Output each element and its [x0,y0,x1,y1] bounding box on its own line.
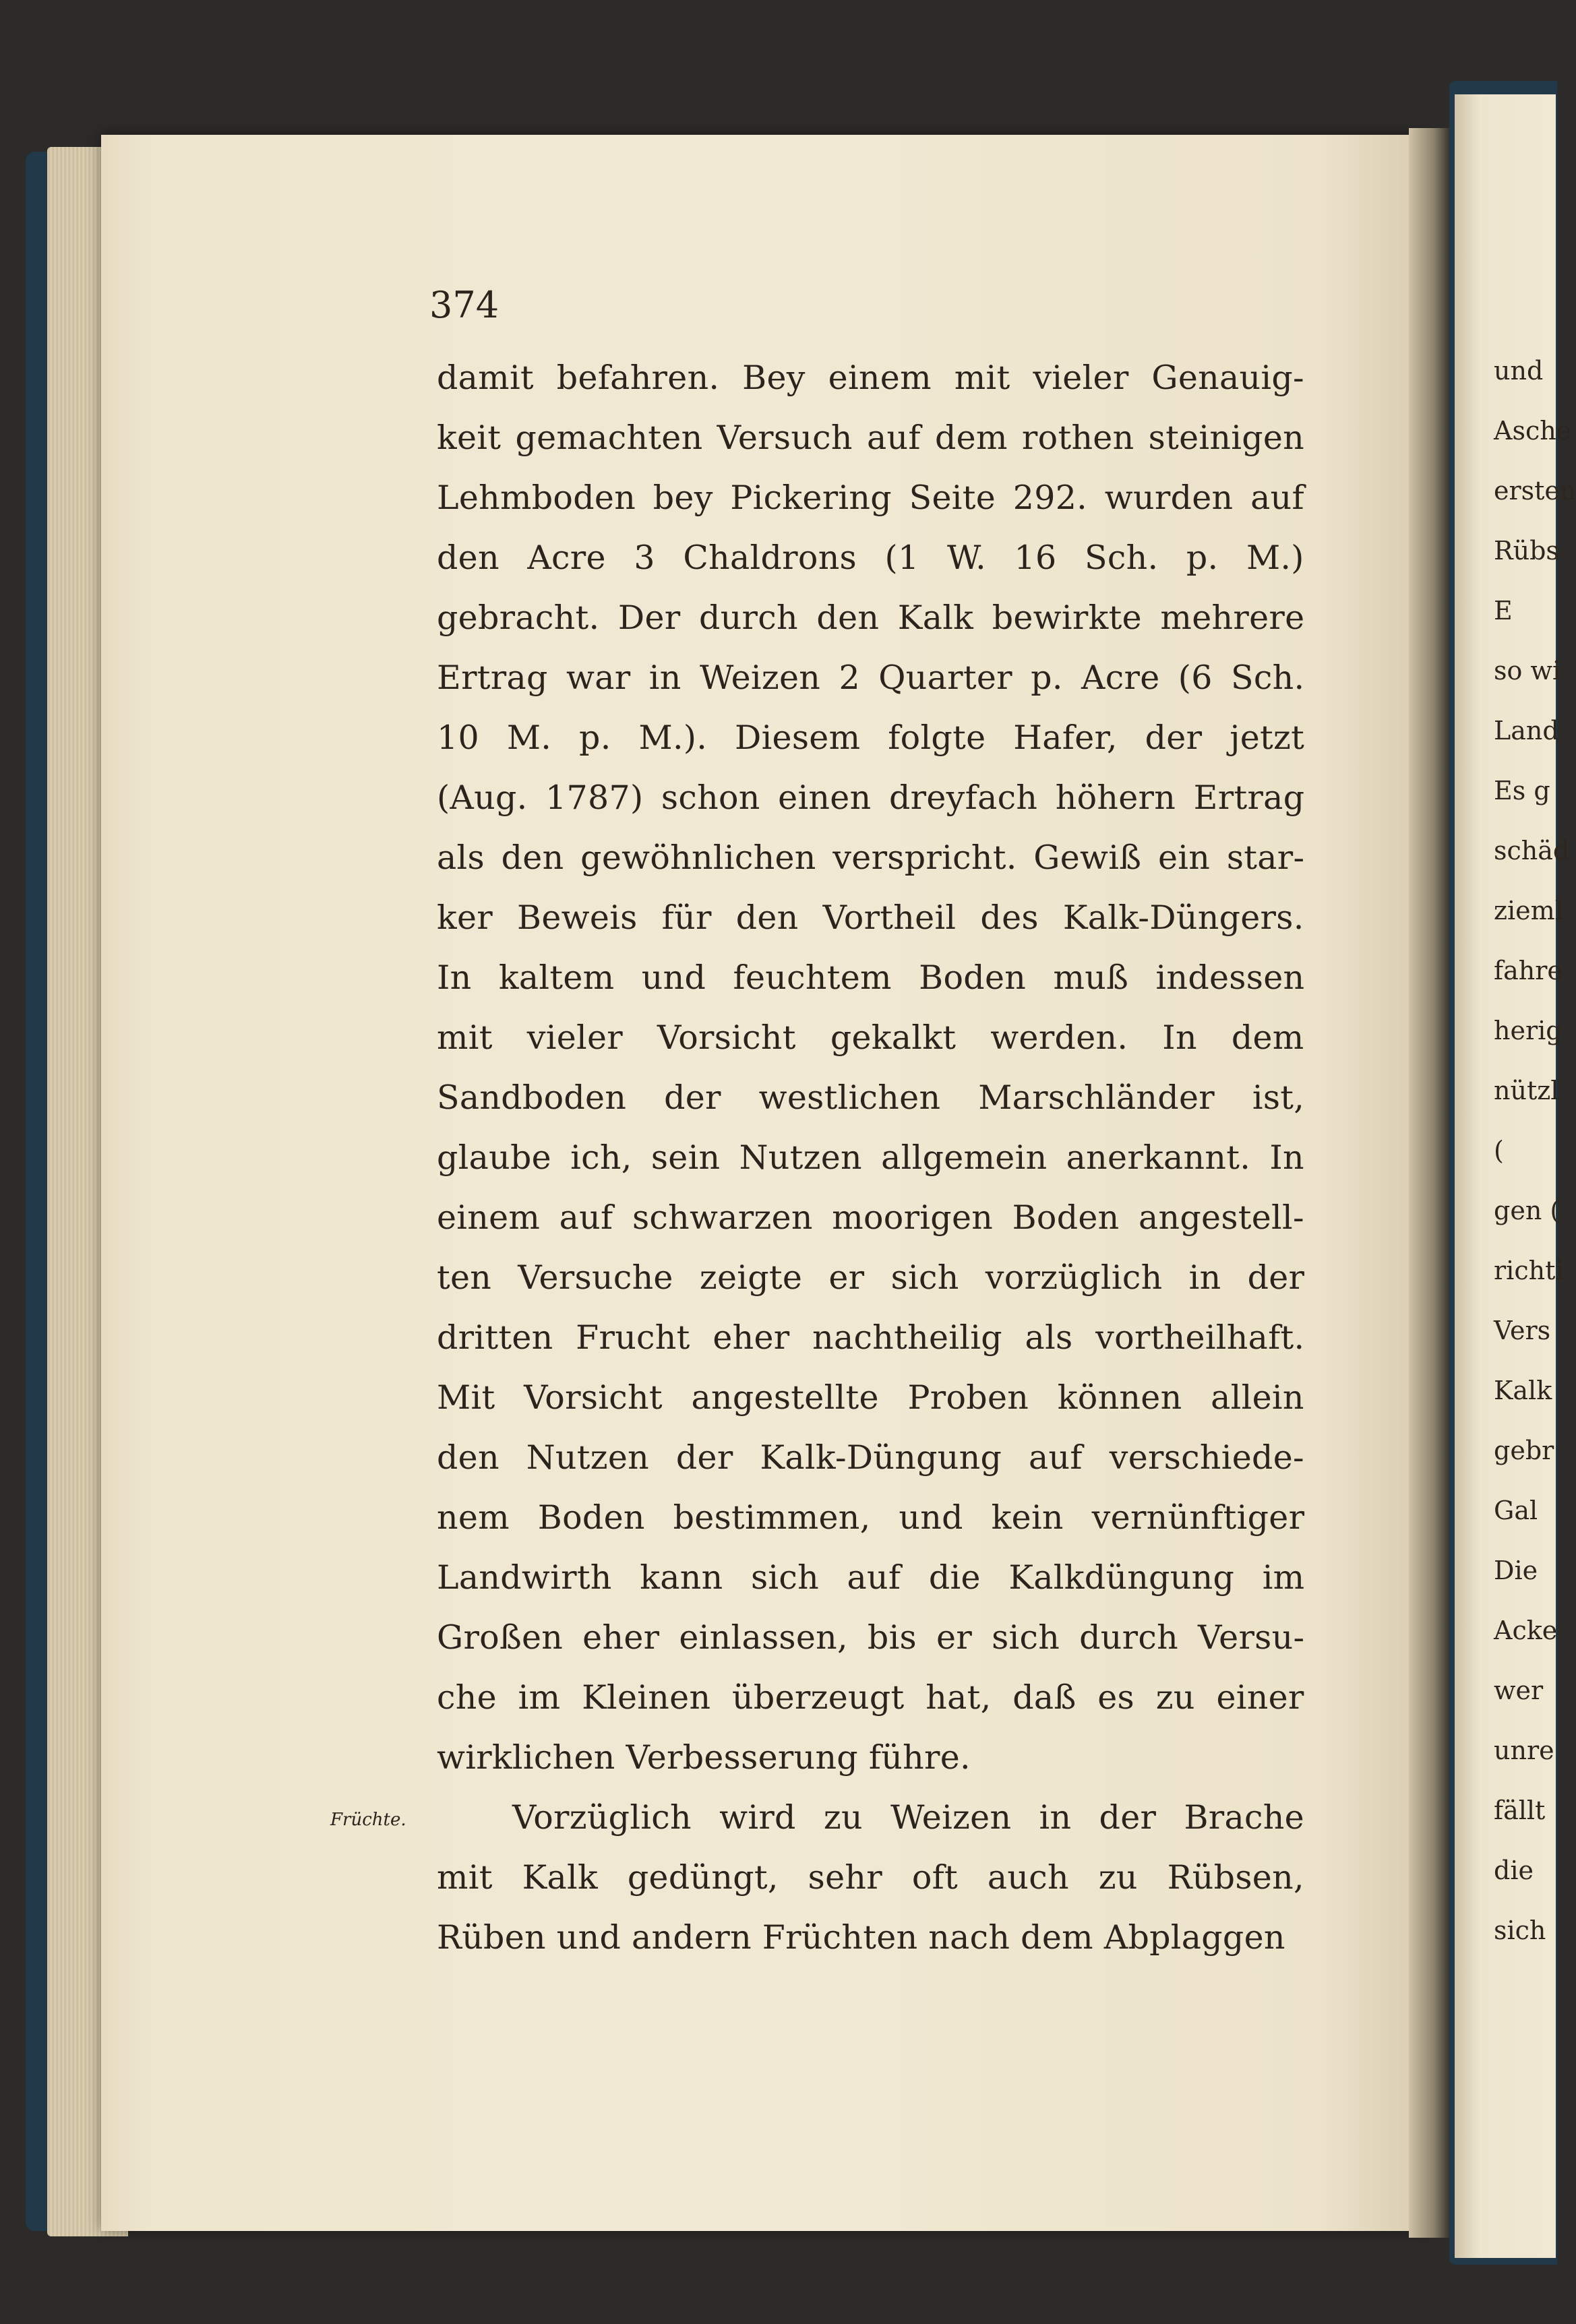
text-line: ten Versuche zeigte er sich vorzüglich in der [437,1258,1305,1297]
next-page-fragment: schäd [1494,836,1570,865]
next-page-fragment: unre [1494,1736,1554,1765]
text-line: che im Kleinen überzeugt hat, daß es zu einer [437,1678,1304,1717]
next-page-fragment: Die [1494,1556,1538,1585]
text-line: In kaltem und feuchtem Boden muß indessen [437,958,1305,997]
text-line: ker Beweis für den Vortheil des Kalk-Düngers. [437,898,1304,937]
text-line: 10 M. p. M.). Diesem folgte Hafer, der jetzt [437,718,1305,757]
next-page-fragment: wer [1494,1676,1544,1705]
next-page-fragment: Kalk [1494,1376,1552,1405]
text-line: den Nutzen der Kalk-Düngung auf verschiede- [437,1438,1304,1477]
text-line: als den gewöhnlichen verspricht. Gewiß ein star- [437,838,1305,877]
text-line: einem auf schwarzen moorigen Boden angestell- [437,1198,1304,1237]
text-line: Großen eher einlassen, bis er sich durch Versu- [437,1618,1305,1657]
text-line: Rüben und andern Früchten nach dem Abplaggen [437,1918,1285,1957]
text-line: gebracht. Der durch den Kalk bewirkte mehrere [437,599,1305,637]
next-page-fragment: E [1494,596,1513,625]
next-page-fragment: ersten [1494,476,1576,506]
next-page-fragment: Gal [1494,1496,1538,1525]
text-line: nem Boden bestimmen, und kein vernünftiger [437,1498,1305,1537]
text-line: (Aug. 1787) schon einen dreyfach höhern Ertrag [437,778,1305,817]
next-page-fragment: nützl [1494,1076,1559,1105]
text-line: Lehmboden bey Pickering Seite 292. wurden auf [437,479,1304,517]
next-page-fragment: richti [1494,1256,1564,1285]
text-line: Ertrag war in Weizen 2 Quarter p. Acre (6 Sch. [437,659,1305,697]
text-line: keit gemachten Versuch auf dem rothen steinigen [437,419,1305,457]
text-line: mit Kalk gedüngt, sehr oft auch zu Rübsen, [437,1858,1304,1897]
text-line: wirklichen Verbesserung führe. [437,1738,971,1777]
margin-note: Früchte. [330,1810,406,1830]
next-page-fragment: Land [1494,716,1559,745]
next-page-fragment: Rübs [1494,536,1559,565]
next-page-fragment: Asche [1494,416,1572,446]
next-page-fragment: herig [1494,1016,1563,1045]
next-page-fragment: gen ( [1494,1196,1560,1225]
next-page-fragment: sich [1494,1916,1546,1945]
text-line: Sandboden der westlichen Marschländer ist, [437,1078,1305,1117]
next-page-fragment: Acke [1494,1616,1558,1645]
next-page-fragment: Es g [1494,776,1550,805]
next-page-fragment: gebr [1494,1436,1554,1465]
text-line: dritten Frucht eher nachtheilig als vortheilhaft. [437,1318,1305,1357]
text-line: Landwirth kann sich auf die Kalkdüngung im [437,1558,1305,1597]
next-page-fragment: und [1494,356,1544,386]
book-gutter [1409,128,1449,2238]
text-line: den Acre 3 Chaldrons (1 W. 16 Sch. p. M.) [437,539,1304,577]
next-page-fragment: ( [1494,1136,1504,1165]
text-line: Mit Vorsicht angestellte Proben können allein [437,1378,1304,1417]
next-page-fragment: die [1494,1856,1534,1885]
next-page-fragment: fällt [1494,1796,1546,1825]
text-line: glaube ich, sein Nutzen allgemein anerkannt. In [437,1138,1304,1177]
next-page-fragment: zieml [1494,896,1563,925]
next-page-fragment: Vers [1494,1316,1551,1345]
text-line: mit vieler Vorsicht gekalkt werden. In dem [437,1018,1304,1057]
next-page-fragment: so wi [1494,656,1561,685]
text-line: Vorzüglich wird zu Weizen in der Brache [512,1798,1304,1837]
next-page-fragment: fahre [1494,956,1563,985]
text-line: damit befahren. Bey einem mit vieler Genauig- [437,359,1304,397]
page-number: 374 [429,284,499,326]
